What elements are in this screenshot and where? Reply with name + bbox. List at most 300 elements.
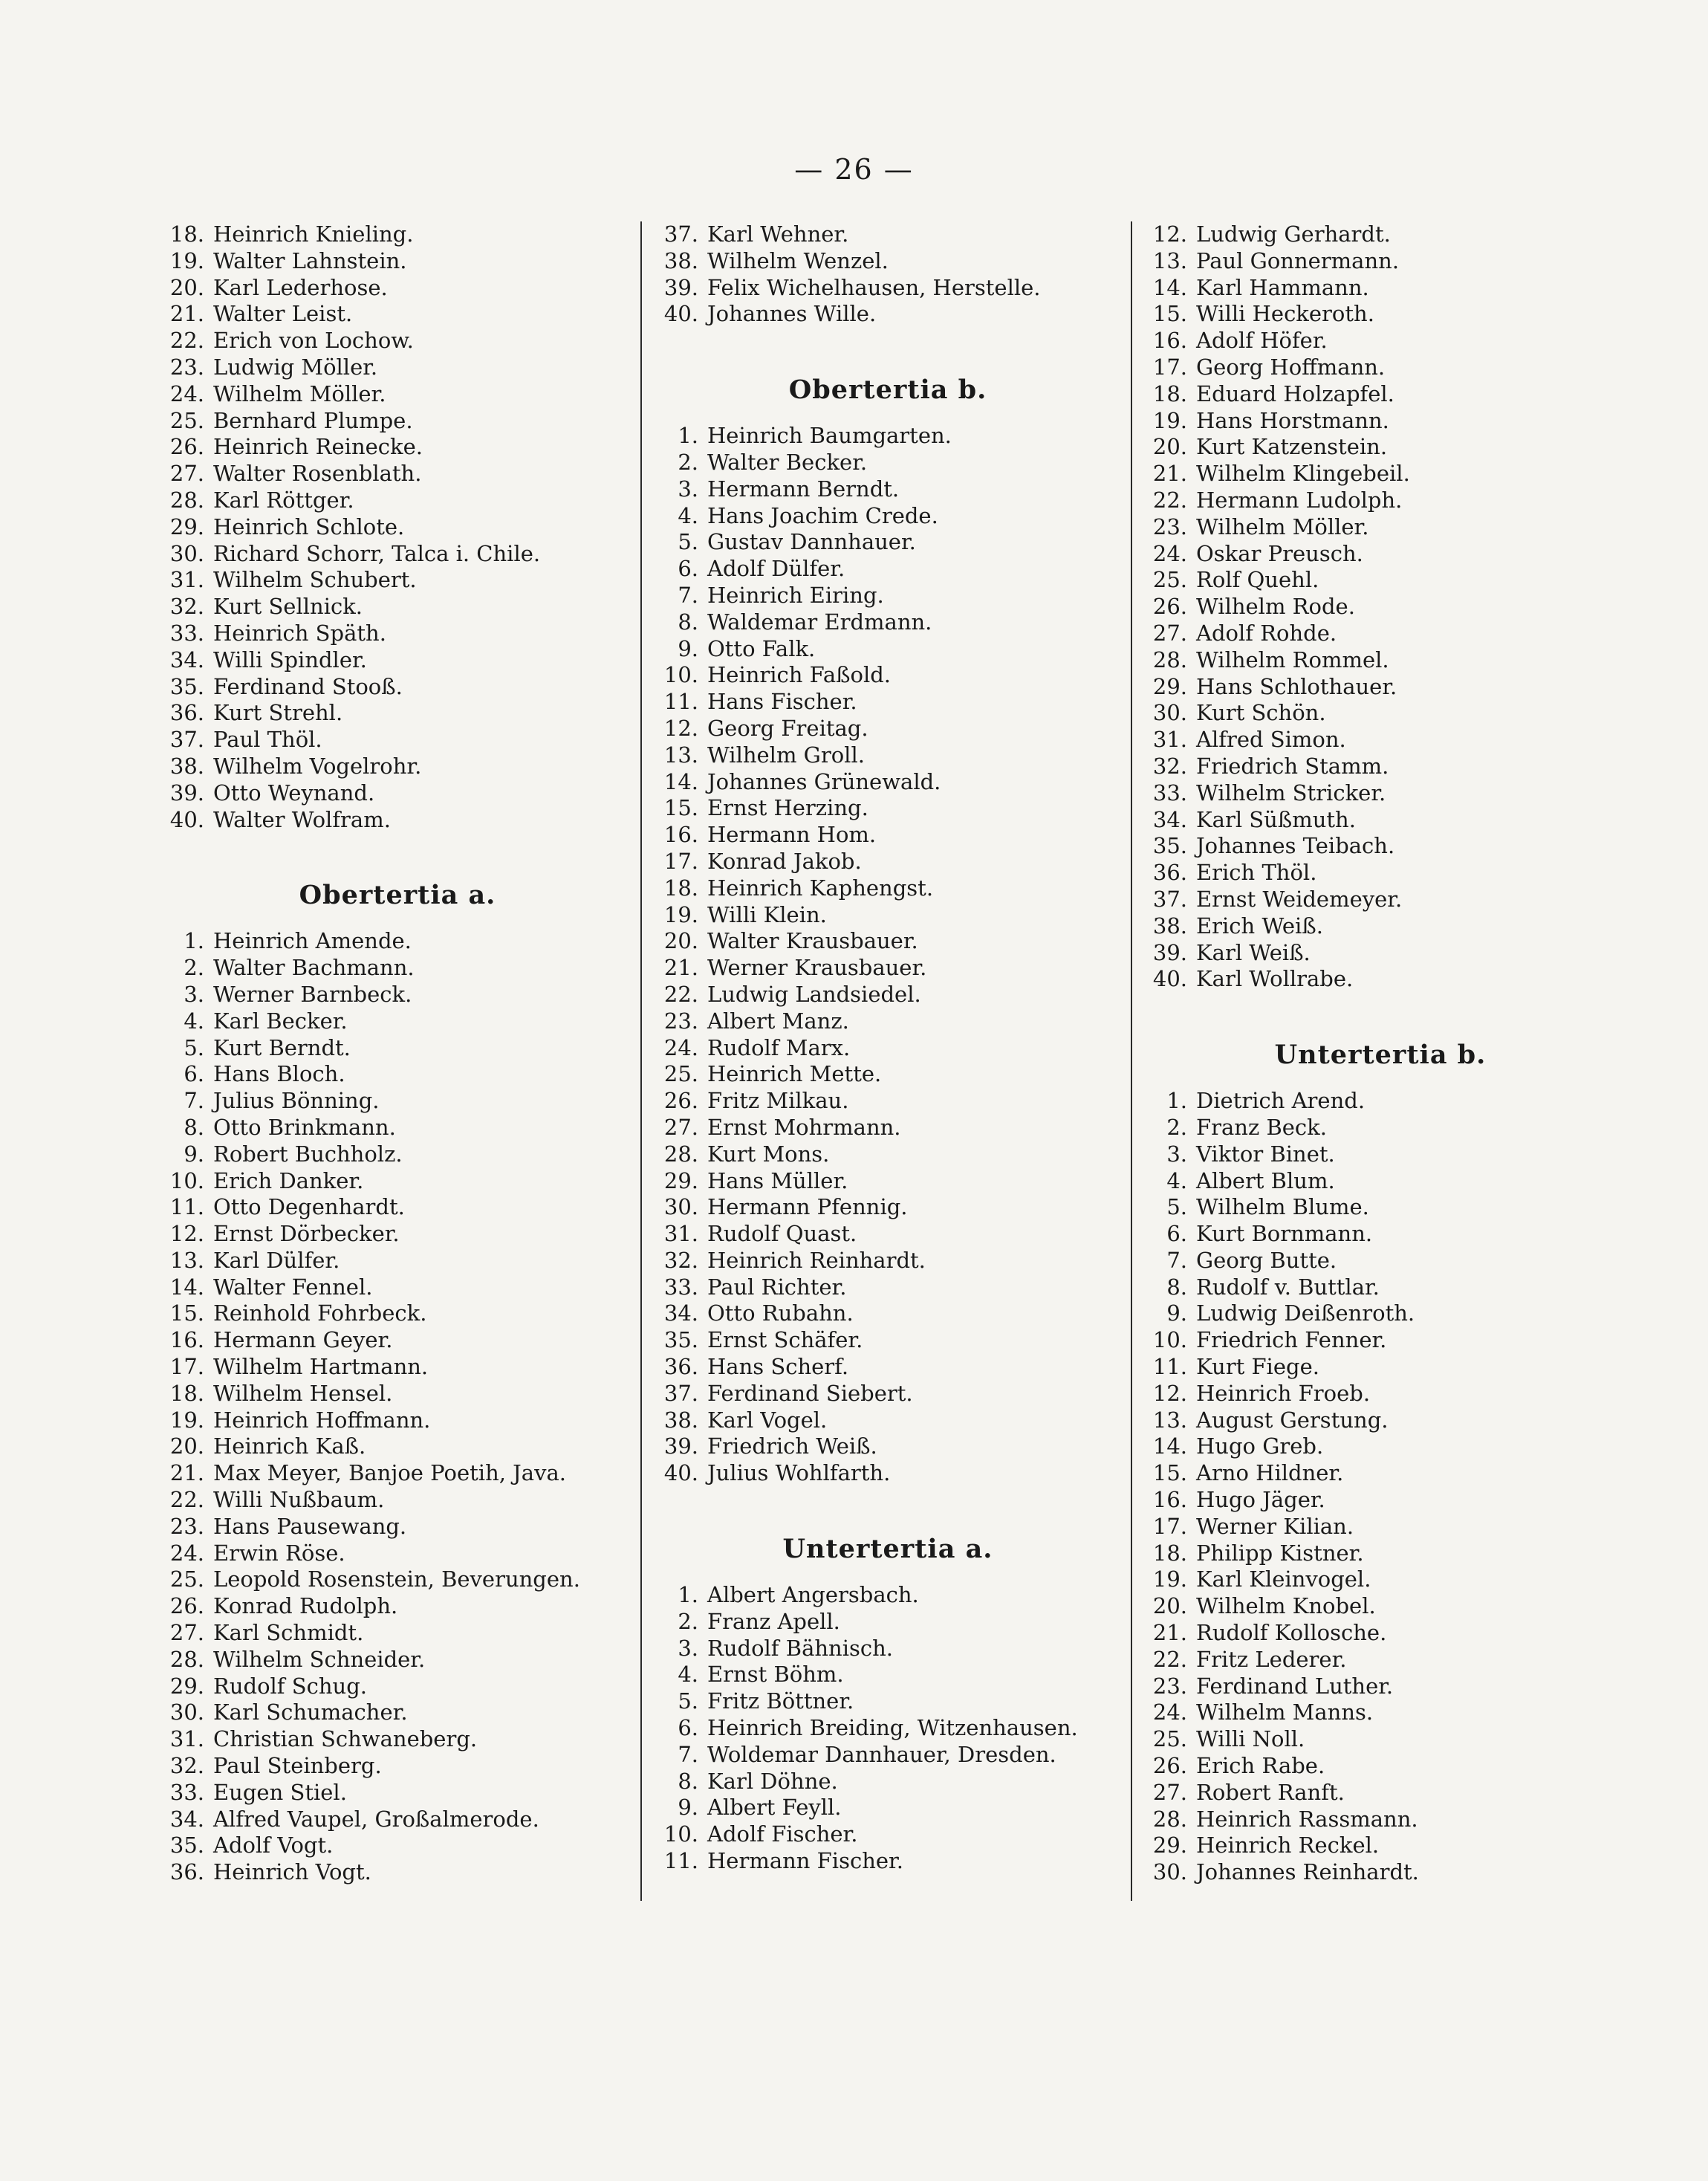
list-item-number: 31.	[169, 567, 204, 593]
list-item-number: 12.	[663, 715, 698, 741]
list-item-number: 15.	[169, 1300, 204, 1326]
list-item-name: Georg Freitag.	[707, 715, 868, 741]
list-item	[160, 1354, 635, 1381]
list-item-number: 36.	[663, 1354, 698, 1380]
list-item-number: 13.	[169, 1247, 204, 1273]
list-item-name: Max Meyer, Banjoe Poetih, Java.	[213, 1460, 566, 1486]
list-item	[1143, 1859, 1618, 1886]
list-item-name: Otto Weynand.	[213, 780, 375, 806]
list-item-name: Leopold Rosenstein, Beverungen.	[213, 1566, 580, 1592]
list-item-name: Ernst Herzing.	[707, 795, 868, 821]
list-item	[1143, 1194, 1618, 1221]
list-item	[1143, 1407, 1618, 1434]
list-item-number: 7.	[678, 1741, 698, 1767]
list-item-number: 22.	[1152, 487, 1187, 513]
list-item-number: 2.	[678, 449, 698, 475]
list-item	[654, 609, 1122, 636]
list-item-number: 20.	[1152, 434, 1187, 460]
list-item	[654, 1795, 1122, 1821]
list-item-number: 9.	[678, 1795, 698, 1821]
column-1	[160, 221, 635, 1886]
list-item-number: 5.	[184, 1034, 204, 1060]
list-item-number: 6.	[1166, 1221, 1187, 1247]
list-item-number: 11.	[1152, 1354, 1187, 1380]
list-item-number: 7.	[678, 582, 698, 608]
list-item-number: 3.	[678, 1635, 698, 1661]
list-item-number: 1.	[678, 1582, 698, 1608]
list-item	[1143, 1540, 1618, 1567]
list-item-number: 29.	[663, 1167, 698, 1193]
list-item-number: 38.	[663, 1407, 698, 1433]
list-item-name: Albert Feyll.	[707, 1795, 842, 1821]
list-item-name: Wilhelm Rode.	[1196, 594, 1355, 620]
list-item-number: 5.	[1166, 1194, 1187, 1220]
list-item	[160, 1460, 635, 1487]
list-item-name: Wilhelm Hensel.	[213, 1380, 393, 1406]
list-item-number: 9.	[1166, 1300, 1187, 1326]
list-item-name: Hans Fischer.	[707, 689, 857, 715]
list-item-name: Adolf Fischer.	[707, 1821, 858, 1847]
list-item-number: 23.	[169, 354, 204, 380]
list-item	[1143, 1514, 1618, 1540]
list-item	[160, 408, 635, 435]
list-item	[654, 1354, 1122, 1381]
list-item-number: 7.	[184, 1088, 204, 1114]
list-item-number: 24.	[663, 1034, 698, 1060]
list-item-number: 16.	[1152, 1487, 1187, 1513]
list-item-name: Karl Döhne.	[707, 1768, 838, 1794]
list-item	[654, 1115, 1122, 1141]
list-item	[1143, 966, 1618, 993]
list-item	[654, 1061, 1122, 1088]
list-item-number: 5.	[678, 1688, 698, 1714]
list-item	[160, 1566, 635, 1593]
list-item	[160, 807, 635, 834]
list-item-name: Hermann Pfennig.	[707, 1194, 908, 1220]
list-item-number: 19.	[663, 901, 698, 927]
list-item-number: 39.	[663, 274, 698, 300]
list-item	[160, 1407, 635, 1434]
list-item	[160, 1061, 635, 1088]
list-item-name: Erich Danker.	[213, 1167, 364, 1193]
list-item	[654, 689, 1122, 716]
list-item-number: 21.	[169, 301, 204, 327]
list-item	[654, 1221, 1122, 1248]
list-item-name: Rudolf Kollosche.	[1196, 1620, 1387, 1646]
list-item-name: Friedrich Fenner.	[1196, 1327, 1387, 1353]
list-item-name: Wilhelm Knobel.	[1196, 1593, 1376, 1619]
list-item-name: Kurt Schön.	[1196, 700, 1326, 726]
list-item	[160, 982, 635, 1008]
list-item-name: Wilhelm Hartmann.	[213, 1354, 429, 1380]
list-item	[160, 754, 635, 780]
list-item-number: 3.	[184, 981, 204, 1007]
list-item-name: Kurt Sellnick.	[213, 594, 363, 620]
list-item-name: Hugo Greb.	[1196, 1433, 1324, 1459]
list-item	[1143, 940, 1618, 967]
list-item	[160, 487, 635, 514]
list-item-number: 33.	[169, 620, 204, 646]
list-item	[160, 727, 635, 754]
list-item-name: Werner Kilian.	[1196, 1513, 1354, 1539]
list-item-number: 13.	[1152, 247, 1187, 273]
list-item-name: Johannes Reinhardt.	[1196, 1859, 1419, 1885]
list-item	[160, 248, 635, 275]
list-item-name: Ludwig Deißenroth.	[1196, 1300, 1415, 1326]
list-item-name: Erwin Röse.	[213, 1540, 345, 1566]
list-item-number: 24.	[1152, 1699, 1187, 1725]
list-item	[160, 328, 635, 354]
list-item	[160, 674, 635, 701]
list-item-number: 26.	[1152, 1753, 1187, 1779]
list-item-name: Fritz Böttner.	[707, 1688, 854, 1714]
list-item-number: 25.	[169, 1566, 204, 1592]
list-item	[160, 620, 635, 647]
list-item	[654, 1141, 1122, 1168]
list-item-number: 18.	[663, 875, 698, 901]
list-item	[654, 662, 1122, 689]
list-item-number: 35.	[169, 673, 204, 699]
list-item	[654, 450, 1122, 476]
list-item	[160, 1593, 635, 1620]
list-item-name: Willi Nußbaum.	[213, 1487, 385, 1513]
list-item-number: 26.	[663, 1088, 698, 1114]
list-item-name: Walter Wolfram.	[213, 806, 391, 832]
list-item	[1143, 1647, 1618, 1673]
list-item	[160, 461, 635, 487]
list-item	[654, 1821, 1122, 1848]
list-item	[160, 381, 635, 408]
list-item-name: Ferdinand Stooß.	[213, 673, 403, 699]
list-item-number: 27.	[169, 461, 204, 487]
list-item	[654, 1407, 1122, 1434]
list-item-number: 4.	[678, 1662, 698, 1688]
list-item	[1143, 1620, 1618, 1647]
list-item-name: Hans Horstmann.	[1196, 407, 1389, 433]
list-item-number: 32.	[169, 1753, 204, 1779]
list-item	[160, 1194, 635, 1221]
list-item-name: Heinrich Reinecke.	[213, 434, 423, 460]
list-item-number: 34.	[169, 646, 204, 673]
list-item-number: 21.	[1152, 461, 1187, 487]
list-item	[654, 928, 1122, 955]
list-item	[160, 1487, 635, 1514]
list-item-number: 39.	[169, 780, 204, 806]
list-item-number: 4.	[678, 502, 698, 528]
list-item	[1143, 1726, 1618, 1753]
list-item-name: Heinrich Baumgarten.	[707, 423, 952, 449]
list-item-number: 1.	[1166, 1088, 1187, 1114]
list-item-number: 25.	[1152, 1726, 1187, 1752]
list-item	[654, 1035, 1122, 1062]
list-item	[1143, 1115, 1618, 1141]
list-item	[654, 1460, 1122, 1487]
list-item	[1143, 700, 1618, 727]
list-item	[654, 795, 1122, 822]
list-item-number: 34.	[1152, 806, 1187, 832]
list-item-name: Franz Beck.	[1196, 1114, 1327, 1140]
list-item-number: 11.	[663, 689, 698, 715]
list-item-name: Konrad Rudolph.	[213, 1593, 398, 1619]
page-number: — 26 —	[794, 153, 914, 186]
list-item-number: 25.	[663, 1061, 698, 1087]
list-item-name: Ernst Böhm.	[707, 1662, 844, 1688]
list-item-number: 33.	[663, 1274, 698, 1300]
list-item-number: 15.	[1152, 1460, 1187, 1486]
list-item	[654, 1008, 1122, 1035]
list-item-number: 40.	[169, 806, 204, 832]
list-item-name: Eugen Stiel.	[213, 1779, 347, 1805]
list-item-name: Paul Gonnermann.	[1196, 247, 1400, 273]
list-item-name: Karl Röttger.	[213, 487, 354, 513]
list-item-number: 1.	[184, 928, 204, 954]
list-item-name: Walter Krausbauer.	[707, 928, 918, 954]
list-item-number: 25.	[1152, 567, 1187, 593]
list-item-name: Wilhelm Blume.	[1196, 1194, 1369, 1220]
list-item-name: Erich Weiß.	[1196, 913, 1323, 939]
list-item-number: 6.	[678, 1715, 698, 1741]
list-item	[1143, 807, 1618, 834]
list-item-number: 24.	[1152, 540, 1187, 566]
list-item-number: 2.	[678, 1608, 698, 1634]
list-item-name: Friedrich Stamm.	[1196, 753, 1389, 779]
list-item-number: 22.	[1152, 1646, 1187, 1672]
list-item	[160, 780, 635, 807]
list-item-number: 35.	[169, 1832, 204, 1858]
list-item-name: Wilhelm Wenzel.	[707, 247, 889, 273]
column-divider	[1131, 221, 1132, 1901]
list-item-name: Wilhelm Schneider.	[213, 1646, 426, 1672]
list-item-number: 20.	[169, 274, 204, 300]
list-item-name: Karl Becker.	[213, 1008, 348, 1034]
list-item-name: Ernst Dörbecker.	[213, 1221, 400, 1247]
list-item	[1143, 1141, 1618, 1168]
list-item	[1143, 1300, 1618, 1327]
list-item	[1143, 1806, 1618, 1833]
list-item-number: 28.	[169, 487, 204, 513]
list-item-name: Rudolf Schug.	[213, 1673, 368, 1699]
list-item-number: 10.	[169, 1167, 204, 1193]
list-item	[654, 982, 1122, 1008]
list-item-number: 38.	[663, 247, 698, 273]
list-item	[160, 1221, 635, 1248]
list-item	[160, 221, 635, 248]
list-item-number: 37.	[663, 1380, 698, 1406]
list-item-number: 8.	[1166, 1274, 1187, 1300]
list-item	[160, 1514, 635, 1540]
list-item-name: Willi Klein.	[707, 901, 827, 927]
list-item-name: Fritz Lederer.	[1196, 1646, 1347, 1672]
list-item-number: 10.	[663, 1821, 698, 1847]
list-item-name: Robert Buchholz.	[213, 1141, 403, 1167]
list-item-number: 11.	[663, 1848, 698, 1874]
list-item	[1143, 1699, 1618, 1726]
list-item	[654, 875, 1122, 902]
list-item-number: 26.	[169, 1593, 204, 1619]
list-item-name: Karl Kleinvogel.	[1196, 1566, 1371, 1592]
column-3	[1143, 221, 1618, 1886]
list-item	[654, 1688, 1122, 1715]
list-item-number: 39.	[1152, 939, 1187, 965]
list-item-name: Adolf Rohde.	[1196, 620, 1337, 646]
list-item-name: Kurt Bornmann.	[1196, 1221, 1373, 1247]
list-item	[1143, 1327, 1618, 1354]
list-item-number: 6.	[184, 1061, 204, 1087]
list-item-name: Walter Becker.	[707, 449, 868, 475]
list-item-number: 17.	[1152, 1513, 1187, 1539]
list-item-name: Adolf Höfer.	[1196, 328, 1328, 354]
list-item-name: August Gerstung.	[1196, 1407, 1389, 1433]
list-item	[654, 1274, 1122, 1301]
list-item	[1143, 913, 1618, 940]
list-item-name: Karl Süßmuth.	[1196, 806, 1356, 832]
list-item	[160, 567, 635, 594]
list-item	[160, 434, 635, 461]
list-item-name: Viktor Binet.	[1196, 1141, 1335, 1167]
list-item	[160, 1832, 635, 1859]
list-item-name: Heinrich Mette.	[707, 1061, 882, 1087]
list-item-name: Otto Rubahn.	[707, 1300, 854, 1326]
list-item-name: Julius Wohlfarth.	[707, 1460, 891, 1486]
list-item-name: Wilhelm Möller.	[1196, 513, 1369, 539]
list-item	[654, 1769, 1122, 1795]
list-item-name: Rudolf Marx.	[707, 1034, 851, 1060]
list-item-name: Wilhelm Möller.	[213, 380, 386, 406]
list-item-number: 37.	[663, 221, 698, 247]
list-item-number: 40.	[1152, 966, 1187, 992]
list-item-name: Johannes Grünewald.	[707, 768, 941, 794]
list-item-number: 33.	[1152, 780, 1187, 806]
list-item	[160, 301, 635, 328]
list-item	[654, 423, 1122, 450]
list-item-number: 20.	[1152, 1593, 1187, 1619]
list-item-number: 23.	[169, 1513, 204, 1539]
list-item-name: Karl Wehner.	[707, 221, 849, 247]
list-item-name: Walter Lahnstein.	[213, 247, 407, 273]
list-item-name: Hermann Geyer.	[213, 1327, 393, 1353]
list-item-name: Heinrich Knieling.	[213, 221, 414, 247]
list-item-name: Kurt Strehl.	[213, 700, 343, 726]
list-item-number: 8.	[678, 609, 698, 635]
list-item	[160, 1327, 635, 1354]
list-item-number: 27.	[663, 1114, 698, 1140]
list-item	[1143, 1168, 1618, 1195]
list-item-name: Wilhelm Manns.	[1196, 1699, 1374, 1725]
list-item	[160, 541, 635, 568]
list-item-number: 1.	[678, 423, 698, 449]
list-item	[654, 1327, 1122, 1354]
list-item-name: Wilhelm Schubert.	[213, 567, 417, 593]
list-item	[160, 1647, 635, 1673]
list-item	[1143, 727, 1618, 754]
list-item-name: Konrad Jakob.	[707, 848, 862, 874]
list-item-number: 39.	[663, 1433, 698, 1459]
class-heading: Untertertia b.	[1274, 1040, 1487, 1071]
list-item-number: 11.	[169, 1194, 204, 1220]
list-item	[654, 1848, 1122, 1875]
list-item	[160, 1115, 635, 1141]
list-item	[1143, 221, 1618, 248]
list-item-name: Heinrich Breiding, Witzenhausen.	[707, 1715, 1078, 1741]
list-item	[1143, 620, 1618, 647]
list-item	[654, 1582, 1122, 1609]
list-item-number: 30.	[1152, 700, 1187, 726]
list-item-number: 18.	[1152, 1540, 1187, 1566]
list-item-name: Erich Rabe.	[1196, 1753, 1325, 1779]
list-item-number: 30.	[1152, 1859, 1187, 1885]
list-item-name: Karl Hammann.	[1196, 274, 1369, 300]
list-item	[1143, 514, 1618, 541]
list-item	[1143, 1221, 1618, 1248]
list-item-number: 27.	[1152, 1779, 1187, 1805]
list-item	[1143, 1566, 1618, 1593]
list-item-number: 37.	[1152, 886, 1187, 912]
list-item-number: 15.	[663, 795, 698, 821]
list-item-name: Karl Vogel.	[707, 1407, 828, 1433]
list-item	[654, 556, 1122, 583]
list-item-number: 4.	[1166, 1167, 1187, 1193]
list-item	[160, 1620, 635, 1647]
list-item-name: Heinrich Eiring.	[707, 582, 884, 608]
list-item	[654, 849, 1122, 875]
list-item	[654, 275, 1122, 302]
list-item-number: 5.	[678, 529, 698, 555]
list-item	[1143, 1248, 1618, 1274]
list-item-number: 21.	[663, 955, 698, 981]
column-divider	[640, 221, 642, 1901]
list-item	[1143, 381, 1618, 408]
list-item	[160, 1859, 635, 1886]
list-item	[1143, 860, 1618, 887]
list-item-name: Paul Richter.	[707, 1274, 847, 1300]
list-item	[160, 1008, 635, 1035]
list-item-name: Walter Bachmann.	[213, 955, 415, 981]
list-item	[160, 1806, 635, 1833]
list-item	[1143, 248, 1618, 275]
list-item	[1143, 1274, 1618, 1301]
list-item-name: Georg Butte.	[1196, 1247, 1337, 1273]
list-item-name: Kurt Mons.	[707, 1141, 830, 1167]
list-item	[160, 1168, 635, 1195]
list-item	[160, 1141, 635, 1168]
list-item	[160, 1753, 635, 1780]
list-item	[1143, 541, 1618, 568]
list-item-name: Hermann Hom.	[707, 822, 877, 848]
class-heading: Obertertia b.	[788, 375, 987, 406]
list-item	[1143, 780, 1618, 807]
list-item-name: Heinrich Späth.	[213, 620, 386, 646]
list-item	[654, 742, 1122, 769]
list-item-name: Heinrich Kaß.	[213, 1433, 366, 1459]
list-item-number: 25.	[169, 407, 204, 433]
list-item-number: 36.	[169, 1859, 204, 1885]
list-item-name: Paul Thöl.	[213, 727, 322, 753]
list-item-number: 36.	[1152, 860, 1187, 886]
list-item	[654, 583, 1122, 609]
list-item-number: 18.	[169, 221, 204, 247]
list-item	[1143, 1753, 1618, 1780]
list-item-name: Heinrich Vogt.	[213, 1859, 371, 1885]
list-item	[654, 1168, 1122, 1195]
list-item-name: Julius Bönning.	[213, 1088, 380, 1114]
list-item-number: 33.	[169, 1779, 204, 1805]
list-item-name: Ludwig Gerhardt.	[1196, 221, 1391, 247]
list-item-name: Rudolf v. Buttlar.	[1196, 1274, 1380, 1300]
list-item	[1143, 833, 1618, 860]
list-item-name: Erich Thöl.	[1196, 860, 1317, 886]
list-item-name: Hermann Ludolph.	[1196, 487, 1403, 513]
list-item-number: 19.	[1152, 1566, 1187, 1592]
